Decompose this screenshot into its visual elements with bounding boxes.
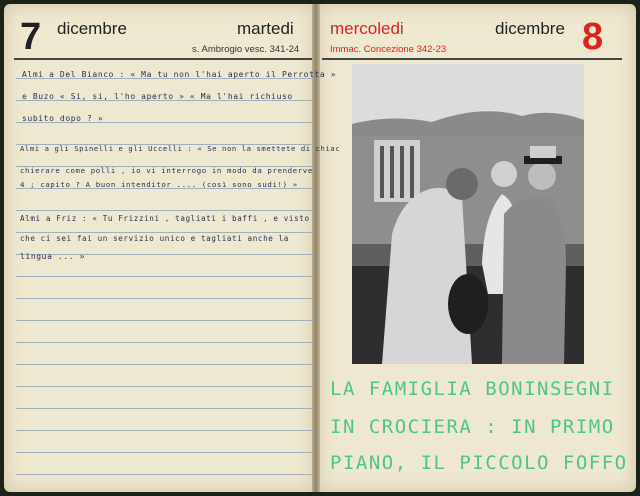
right-weekday-label: mercoledi bbox=[330, 19, 404, 38]
right-saint-label: Immac. Concezione 342-23 bbox=[330, 44, 447, 55]
note-line: che ci sei fai un servizio unico e tagliati anche la bbox=[20, 234, 289, 243]
right-header-rule bbox=[322, 58, 622, 60]
family-cruise-photo bbox=[352, 64, 584, 364]
right-month-label: dicembre bbox=[495, 19, 565, 38]
left-weekday-label: martedi bbox=[237, 19, 294, 38]
photo-caption-line: LA FAMIGLIA BONINSEGNI bbox=[330, 378, 615, 400]
left-month-label: dicembre bbox=[57, 19, 127, 38]
left-day-number: 7 bbox=[20, 16, 42, 58]
left-ruled-lines bbox=[16, 66, 312, 486]
note-line: lingua ... » bbox=[20, 252, 85, 261]
note-line: Almi a Del Bianco : « Ma tu non l'hai aperto il Perrotta » bbox=[22, 70, 337, 79]
left-saint-label: s. Ambrogio vesc. 341-24 bbox=[192, 44, 300, 55]
right-day-number: 8 bbox=[582, 16, 604, 58]
note-line: 4 ; capito ? A buon intenditor .... (così sono sudi!) » bbox=[20, 180, 298, 189]
left-header-rule bbox=[14, 58, 312, 60]
note-line: subito dopo ? » bbox=[22, 114, 104, 123]
note-line: e Buzo « Si, si, l'ho aperto » « Ma l'hai richiuso bbox=[22, 92, 293, 101]
note-line: Almi a gli Spinelli e gli Uccelli : « Se non la smettete di chiac bbox=[20, 144, 341, 153]
note-line: Almi a Friz : « Tu Frizzini , tagliati i baffi , e visto bbox=[20, 214, 310, 223]
photo-caption-line: IN CROCIERA : IN PRIMO bbox=[330, 416, 615, 438]
photo-caption-line: PIANO, IL PICCOLO FOFFO bbox=[330, 452, 628, 474]
note-line: chierare come polli , io vi interrogo in modo da prenderve bbox=[20, 166, 313, 175]
